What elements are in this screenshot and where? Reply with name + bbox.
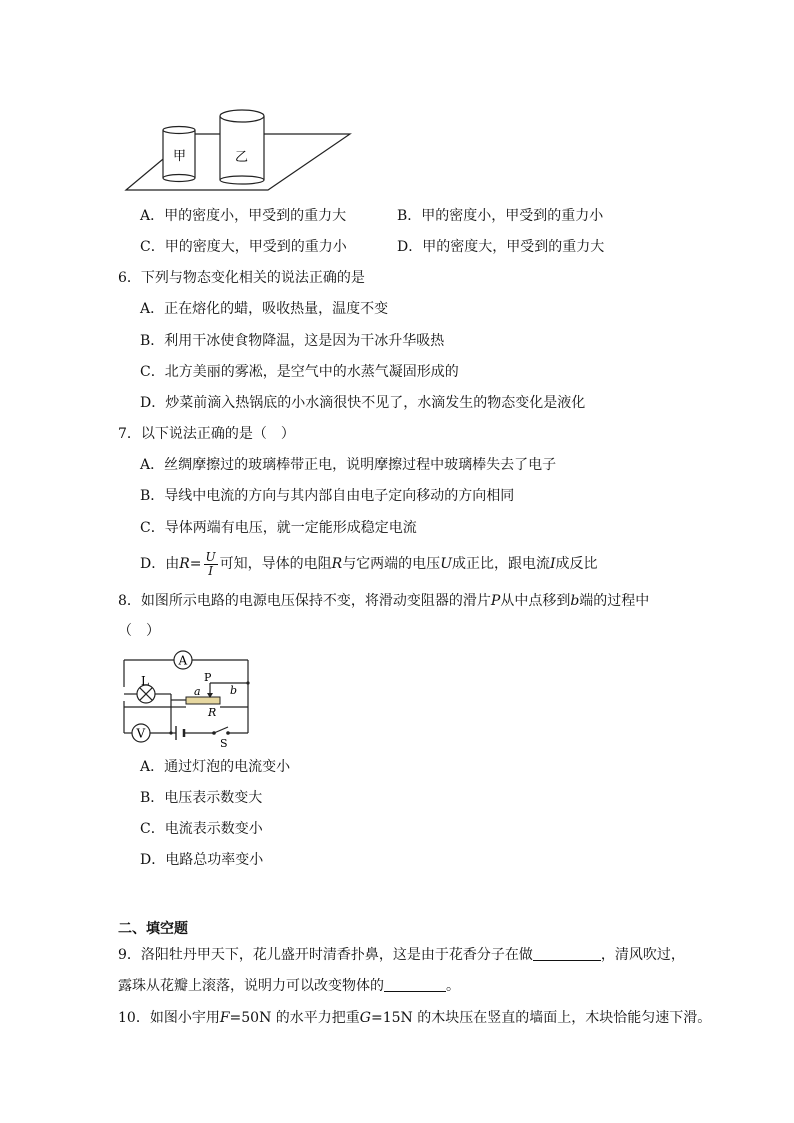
q7-d-eq: = [189, 556, 202, 572]
q7-option-a: A．丝绸摩擦过的玻璃棒带正电，说明摩擦过程中玻璃棒失去了电子 [140, 457, 557, 473]
q10-mid2: =15N 的木块压在竖直的墙面上，木块恰能匀速下滑。 [370, 1010, 712, 1026]
q9-line1 [118, 945, 685, 965]
voltmeter-label: V [136, 726, 146, 741]
q10-f: F [219, 1010, 230, 1026]
q5-option-c: C．甲的密度大，甲受到的重力小 [140, 239, 347, 255]
label-jia: 甲 [173, 149, 187, 164]
slider-label-p: P [204, 671, 212, 684]
rheostat-end-b: b [230, 684, 238, 697]
q6-option-c: C．北方美丽的雾凇，是空气中的水蒸气凝固形成的 [140, 364, 459, 380]
q6-option-a: A．正在熔化的蜡，吸收热量，温度不变 [140, 301, 389, 317]
q5-option-d: D．甲的密度大，甲受到的重力大 [397, 239, 605, 255]
q8-stem-pre: 8．如图所示电路的电源电压保持不变，将滑动变阻器的滑片 [118, 593, 491, 609]
q7-d-u: U [440, 556, 452, 572]
q8-stem-b: b [570, 593, 580, 609]
circuit-diagram [116, 648, 256, 748]
q7-d-r: R [179, 556, 190, 572]
rheostat-end-a: a [194, 685, 201, 698]
q9-line1-pre: 9．洛阳牡丹甲天下，花儿盛开时清香扑鼻，这是由于花香分子在做 [118, 947, 533, 963]
label-yi: 乙 [235, 150, 249, 165]
switch-label: S [220, 737, 228, 748]
q8-stem [118, 591, 649, 611]
rheostat-icon [171, 671, 237, 719]
q9-blank-2[interactable] [384, 977, 446, 992]
q8-option-c: C．电流表示数变小 [140, 821, 263, 837]
q9-line1-post: ，清风吹过， [600, 947, 685, 963]
ammeter-label: A [178, 653, 188, 668]
switch-icon [212, 731, 230, 748]
q7-d-text3: 成正比，跟电流 [452, 556, 550, 572]
section-title-fill-in: 二、填空题 [118, 921, 188, 937]
q8-option-d: D．电路总功率变小 [140, 852, 264, 868]
q7-option-d [140, 547, 598, 581]
cylinder-yi [220, 110, 264, 184]
q5-option-a: A．甲的密度小，甲受到的重力大 [140, 208, 347, 224]
q6-option-d: D．炒菜前滴入热锅底的小水滴很快不见了，水滴发生的物态变化是液化 [140, 395, 586, 411]
cylinder-jia [163, 127, 195, 182]
q6-stem: 6．下列与物态变化相关的说法正确的是 [118, 270, 365, 286]
q9-blank-1[interactable] [533, 946, 601, 961]
q7-option-c: C．导体两端有电压，就一定能形成稳定电流 [140, 520, 417, 536]
ammeter-icon [174, 651, 192, 669]
q7-d-text2: 与它两端的电压 [342, 556, 441, 572]
q10-g: G [359, 1010, 371, 1026]
cylinders-figure [118, 100, 358, 195]
battery-icon [176, 726, 184, 740]
lamp-label: L [141, 674, 149, 688]
voltmeter-icon [124, 724, 150, 742]
q8-stem-end: 端的过程中 [579, 593, 650, 609]
rheostat-label-r: R [208, 706, 217, 719]
fraction-numerator: U [205, 549, 216, 564]
q7-d-r2: R [331, 556, 343, 572]
q10-pre: 10．如图小宇用 [118, 1010, 220, 1026]
q7-d-text1: 可知，导体的电阻 [219, 556, 332, 572]
fraction-denominator: I [208, 563, 213, 578]
lamp-icon [124, 674, 171, 707]
q5-option-b: B．甲的密度小，甲受到的重力小 [397, 208, 604, 224]
q6-option-b: B．利用干冰使食物降温，这是因为干冰升华吸热 [140, 333, 445, 349]
q8-option-b: B．电压表示数变大 [140, 790, 263, 806]
q7-stem: 7．以下说法正确的是（ ） [118, 426, 295, 442]
q8-stem-p: P [490, 593, 501, 609]
q7-d-text4: 成反比 [555, 556, 598, 572]
q10-mid1: =50N 的水平力把重 [229, 1010, 360, 1026]
q7-option-b: B．导线中电流的方向与其内部自由电子定向移动的方向相同 [140, 488, 515, 504]
q8-option-a: A．通过灯泡的电流变小 [140, 759, 291, 775]
q9-line2-pre: 露珠从花瓣上滚落，说明力可以改变物体的 [118, 978, 384, 994]
q8-stem-mid: 从中点移到 [500, 593, 571, 609]
ohms-law-fraction [204, 551, 218, 578]
q8-answer-paren: （ ） [118, 623, 160, 639]
q10-stem [118, 1008, 711, 1028]
q9-line2 [118, 976, 460, 996]
q7-d-i: I [550, 556, 556, 572]
q7-d-prefix: D．由 [140, 556, 180, 572]
q9-line2-post: 。 [446, 978, 460, 994]
